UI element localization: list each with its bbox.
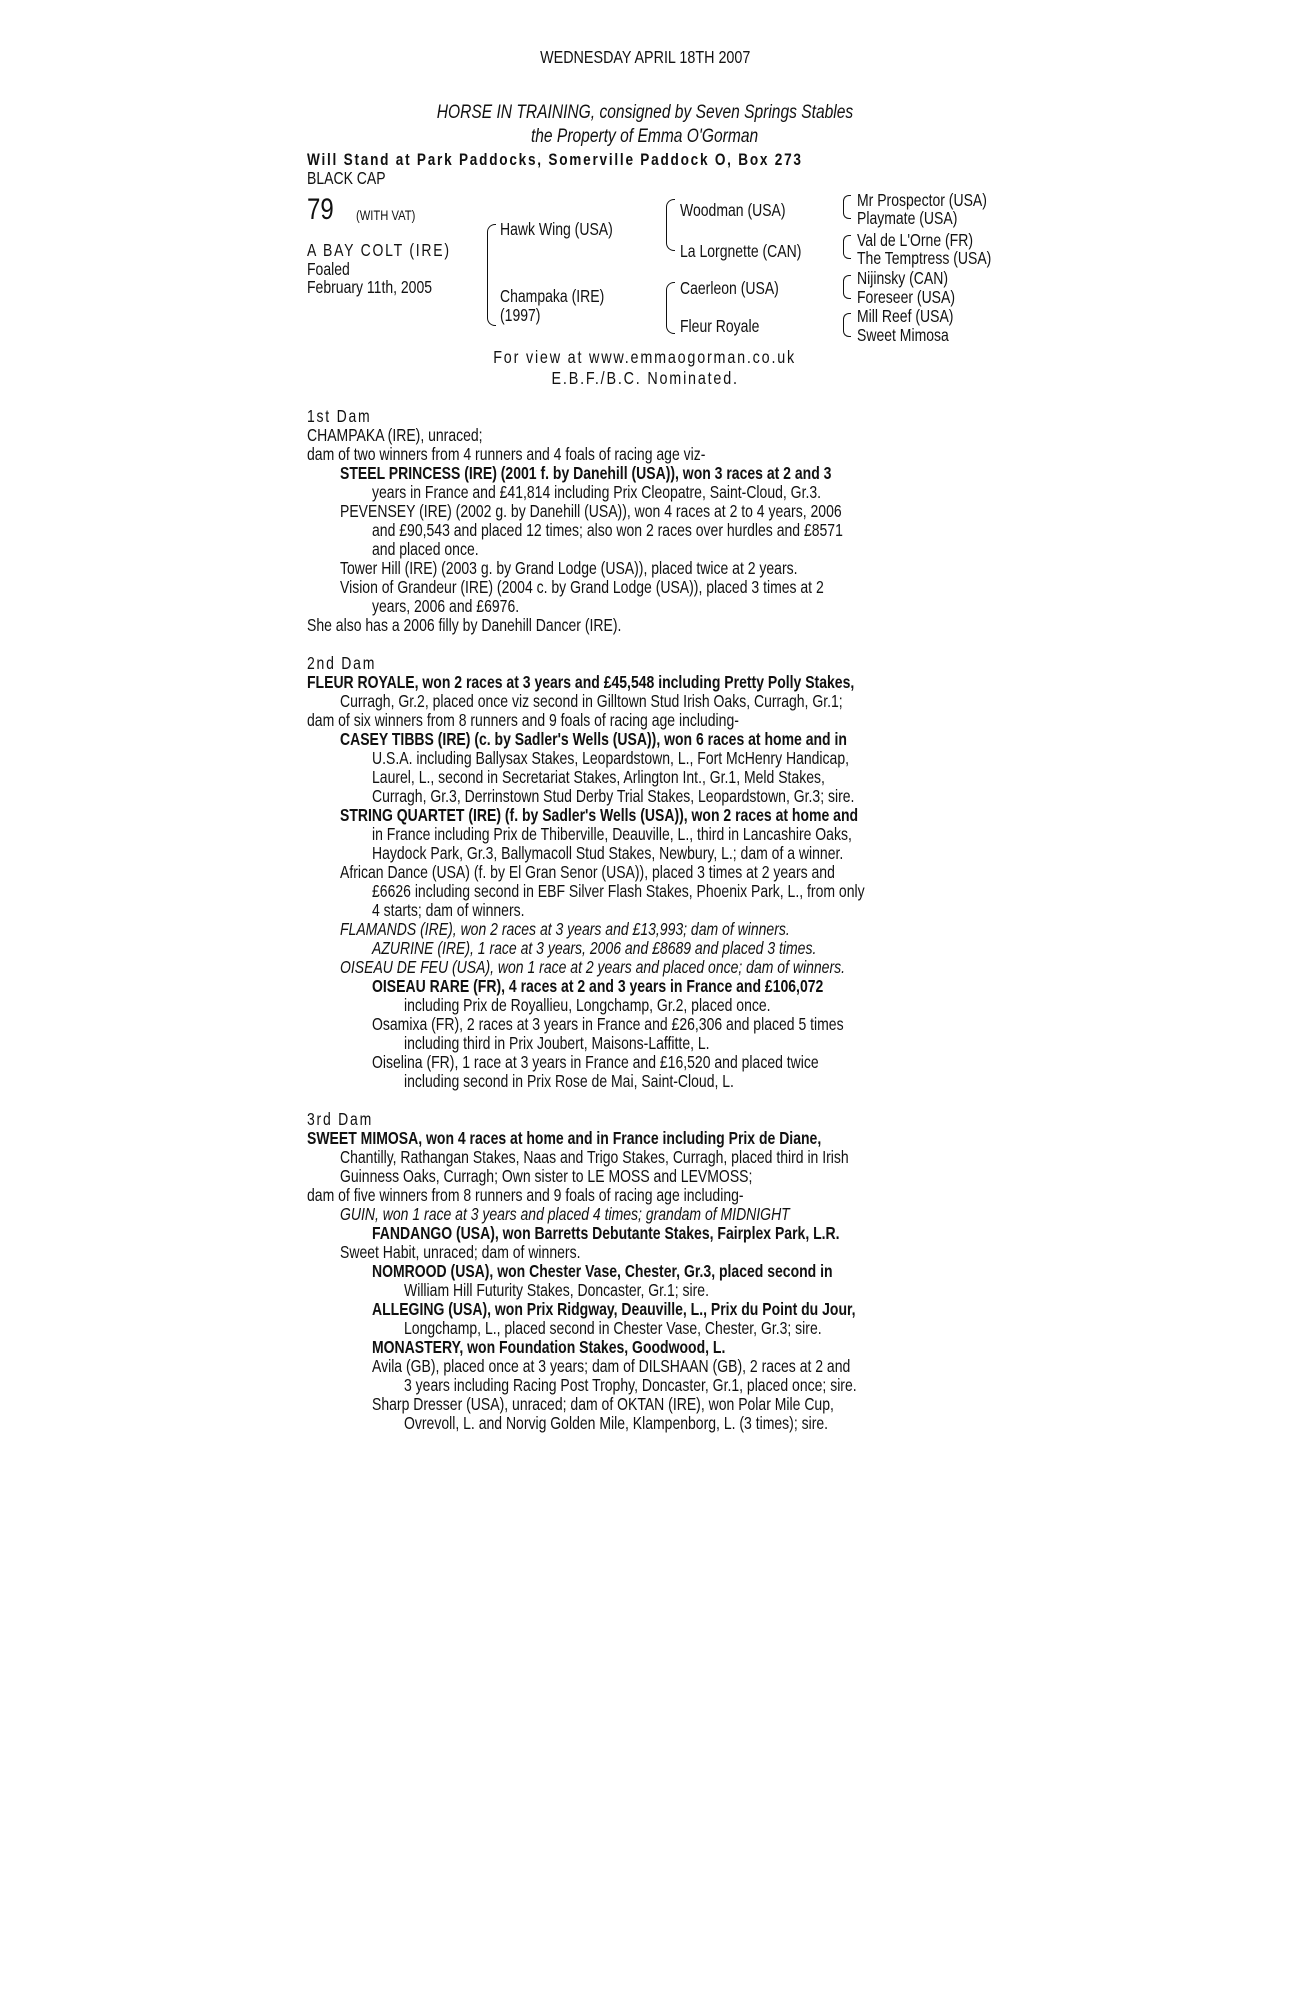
first-dam-intro: dam of two winners from 4 runners and 4 foals of racing age viz- xyxy=(307,444,706,464)
third-dam-line: Avila (GB), placed once at 3 years; dam of DILSHAAN (GB), 2 races at 2 and xyxy=(372,1356,851,1376)
second-dam-line: AZURINE (IRE), 1 race at 3 years, 2006 and £8689 and placed 3 times. xyxy=(372,938,817,958)
pedigree-bracket-sd xyxy=(843,235,851,259)
second-dam-line: U.S.A. including Ballysax Stakes, Leopardstown, L., Fort McHenry Handicap, xyxy=(372,748,849,768)
first-dam-line: and £90,543 and placed 12 times; also won 2 races over hurdles and £8571 xyxy=(372,520,843,540)
second-dam-line: STRING QUARTET (IRE) (f. by Sadler's Wells (USA)), won 2 races at home and xyxy=(340,805,859,825)
foaled-label: Foaled xyxy=(307,259,350,279)
pedigree-bracket-sire xyxy=(666,199,675,251)
view-website: For view at www.emmaogorman.co.uk xyxy=(493,347,797,367)
third-dam-line: MONASTERY, won Foundation Stakes, Goodwood, L. xyxy=(372,1337,726,1357)
third-dam-line: dam of five winners from 8 runners and 9 foals of racing age including- xyxy=(307,1185,744,1205)
property-line: the Property of Emma O'Gorman xyxy=(531,126,759,147)
second-dam-heading: 2nd Dam xyxy=(307,653,377,673)
lot-description: A BAY COLT (IRE) xyxy=(307,240,451,260)
third-dam-line: FANDANGO (USA), won Barretts Debutante Stakes, Fairplex Park, L.R. xyxy=(372,1223,840,1243)
second-dam-line: 4 starts; dam of winners. xyxy=(372,900,525,920)
pedigree-dam: Champaka (IRE) xyxy=(500,286,605,306)
first-dam-heading: 1st Dam xyxy=(307,406,372,426)
first-dam-line: years in France and £41,814 including Prix Cleopatre, Saint-Cloud, Gr.3. xyxy=(372,482,822,502)
second-dam-line: African Dance (USA) (f. by El Gran Senor (USA)), placed 3 times at 2 years and xyxy=(340,862,835,882)
consignment-title: HORSE IN TRAINING, consigned by Seven Springs Stables xyxy=(436,102,854,123)
second-dam-line: including third in Prix Joubert, Maisons-Laffitte, L. xyxy=(404,1033,710,1053)
third-dam-line: Sweet Habit, unraced; dam of winners. xyxy=(340,1242,581,1262)
foaled-date: February 11th, 2005 xyxy=(307,277,433,297)
vat-note: (WITH VAT) xyxy=(356,207,416,223)
pedigree-sdd: The Temptress (USA) xyxy=(857,248,992,268)
pedigree-dds: Mill Reef (USA) xyxy=(857,306,954,326)
third-dam-line: William Hill Futurity Stakes, Doncaster, Gr.1; sire. xyxy=(404,1280,709,1300)
second-dam-line: Osamixa (FR), 2 races at 3 years in France and £26,306 and placed 5 times xyxy=(372,1014,844,1034)
second-dam-line: FLAMANDS (IRE), won 2 races at 3 years and £13,993; dam of winners. xyxy=(340,919,790,939)
first-dam-line: STEEL PRINCESS (IRE) (2001 f. by Danehill (USA)), won 3 races at 2 and 3 xyxy=(340,463,832,483)
third-dam-line: Longchamp, L., placed second in Chester Vase, Chester, Gr.3; sire. xyxy=(404,1318,822,1338)
sale-date: WEDNESDAY APRIL 18TH 2007 xyxy=(539,47,751,67)
pedigree-dam-dam: Fleur Royale xyxy=(680,316,760,336)
lot-number: 79 xyxy=(307,193,334,226)
first-dam-line: and placed once. xyxy=(372,539,479,559)
second-dam-line: OISEAU DE FEU (USA), won 1 race at 2 years and placed once; dam of winners. xyxy=(340,957,845,977)
first-dam-line: years, 2006 and £6976. xyxy=(372,596,520,616)
second-dam-line: dam of six winners from 8 runners and 9 foals of racing age including- xyxy=(307,710,739,730)
pedigree-sds: Val de L'Orne (FR) xyxy=(857,230,974,250)
third-dam-line: SWEET MIMOSA, won 4 races at home and in France including Prix de Diane, xyxy=(307,1128,822,1148)
pedigree-ssd: Playmate (USA) xyxy=(857,208,958,228)
second-dam-line: Curragh, Gr.3, Derrinstown Stud Derby Trial Stakes, Leopardstown, Gr.3; sire. xyxy=(372,786,855,806)
second-dam-line: including Prix de Royallieu, Longchamp, Gr.2, placed once. xyxy=(404,995,771,1015)
second-dam-line: OISEAU RARE (FR), 4 races at 2 and 3 years in France and £106,072 xyxy=(372,976,824,996)
second-dam-line: Curragh, Gr.2, placed once viz second in Gilltown Stud Irish Oaks, Curragh, Gr.1; xyxy=(340,691,843,711)
second-dam-line: Laurel, L., second in Secretariat Stakes, Arlington Int., Gr.1, Meld Stakes, xyxy=(372,767,825,787)
second-dam-line: Haydock Park, Gr.3, Ballymacoll Stud Stakes, Newbury, L.; dam of a winner. xyxy=(372,843,844,863)
second-dam-line: in France including Prix de Thiberville, Deauville, L., third in Lancashire Oaks, xyxy=(372,824,852,844)
pedigree-sire-dam: La Lorgnette (CAN) xyxy=(680,241,802,261)
second-dam-line: CASEY TIBBS (IRE) (c. by Sadler's Wells (USA)), won 6 races at home and in xyxy=(340,729,847,749)
third-dam-line: Chantilly, Rathangan Stakes, Naas and Trigo Stakes, Curragh, placed third in Irish xyxy=(340,1147,849,1167)
second-dam-line: FLEUR ROYALE, won 2 races at 3 years and £45,548 including Pretty Polly Stakes, xyxy=(307,672,855,692)
pedigree-bracket-dam xyxy=(666,282,675,334)
third-dam-line: GUIN, won 1 race at 3 years and placed 4 times; grandam of MIDNIGHT xyxy=(340,1204,790,1224)
stand-location: Will Stand at Park Paddocks, Somerville Paddock O, Box 273 xyxy=(307,150,803,169)
third-dam-line: NOMROOD (USA), won Chester Vase, Chester, Gr.3, placed second in xyxy=(372,1261,833,1281)
pedigree-sire: Hawk Wing (USA) xyxy=(500,219,613,239)
pedigree-bracket-dd xyxy=(843,313,851,337)
nominated-note: E.B.F./B.C. Nominated. xyxy=(551,368,739,388)
second-dam-line: including second in Prix Rose de Mai, Saint-Cloud, L. xyxy=(404,1071,734,1091)
third-dam-line: 3 years including Racing Post Trophy, Doncaster, Gr.1, placed once; sire. xyxy=(404,1375,857,1395)
pedigree-dam-year: (1997) xyxy=(500,305,541,325)
pedigree-sire-sire: Woodman (USA) xyxy=(680,200,786,220)
pedigree-sss: Mr Prospector (USA) xyxy=(857,190,987,210)
third-dam-line: Ovrevoll, L. and Norvig Golden Mile, Klampenborg, L. (3 times); sire. xyxy=(404,1413,829,1433)
pedigree-bracket-main xyxy=(487,224,496,326)
first-dam-line: PEVENSEY (IRE) (2002 g. by Danehill (USA)), won 4 races at 2 to 4 years, 2006 xyxy=(340,501,842,521)
third-dam-line: Guinness Oaks, Curragh; Own sister to LE MOSS and LEVMOSS; xyxy=(340,1166,753,1186)
first-dam-line: She also has a 2006 filly by Danehill Dancer (IRE). xyxy=(307,615,622,635)
second-dam-line: Oiselina (FR), 1 race at 3 years in France and £16,520 and placed twice xyxy=(372,1052,819,1072)
pedigree-dam-sire: Caerleon (USA) xyxy=(680,278,779,298)
first-dam-name: CHAMPAKA (IRE), unraced; xyxy=(307,425,483,445)
pedigree-ddd: Sweet Mimosa xyxy=(857,325,949,345)
pedigree-dss: Nijinsky (CAN) xyxy=(857,268,948,288)
third-dam-line: ALLEGING (USA), won Prix Ridgway, Deauville, L., Prix du Point du Jour, xyxy=(372,1299,856,1319)
third-dam-heading: 3rd Dam xyxy=(307,1109,374,1129)
first-dam-line: Tower Hill (IRE) (2003 g. by Grand Lodge (USA)), placed twice at 2 years. xyxy=(340,558,798,578)
pedigree-bracket-ss xyxy=(843,195,851,219)
third-dam-line: Sharp Dresser (USA), unraced; dam of OKTAN (IRE), won Polar Mile Cup, xyxy=(372,1394,834,1414)
pedigree-bracket-ds xyxy=(843,275,851,299)
pedigree-dsd: Foreseer (USA) xyxy=(857,287,956,307)
second-dam-line: £6626 including second in EBF Silver Flash Stakes, Phoenix Park, L., from only xyxy=(372,881,865,901)
first-dam-line: Vision of Grandeur (IRE) (2004 c. by Grand Lodge (USA)), placed 3 times at 2 xyxy=(340,577,824,597)
black-cap-label: BLACK CAP xyxy=(307,168,386,188)
